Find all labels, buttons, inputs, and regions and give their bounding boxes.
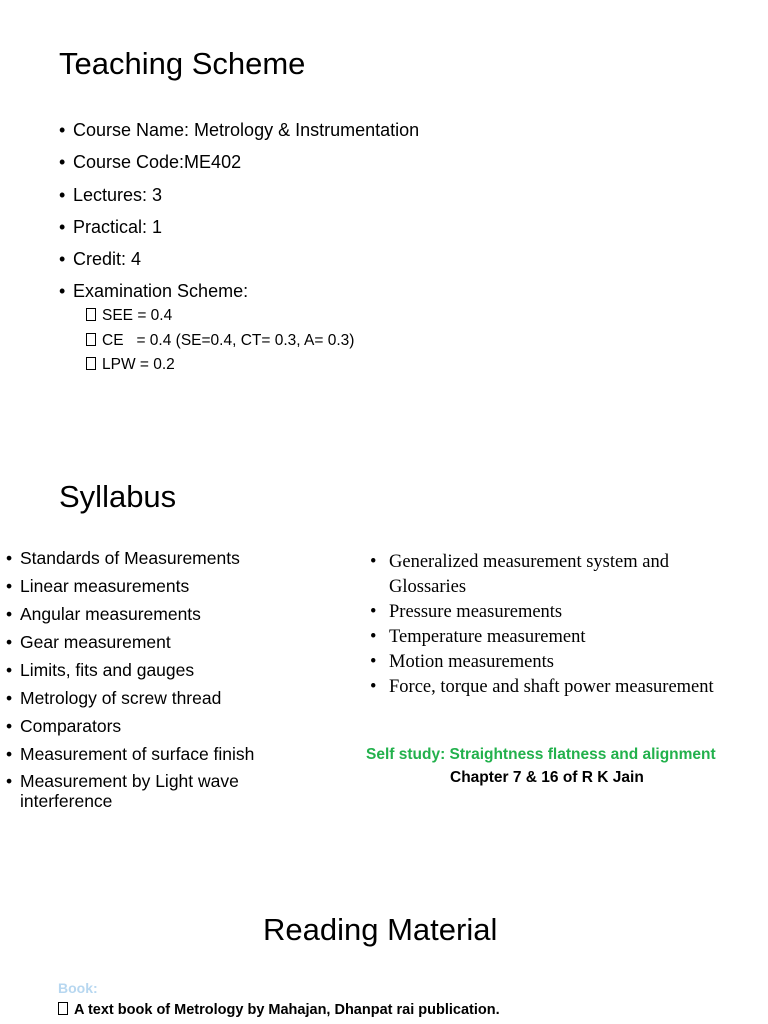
syllabus-title: Syllabus	[59, 479, 177, 514]
book-entry-text: A text book of Metrology by Mahajan, Dhanpat rai publication.	[74, 1002, 500, 1018]
reading-material-title: Reading Material	[263, 912, 498, 947]
exam-item	[86, 355, 354, 380]
list-item: • Credit: 4	[59, 247, 419, 279]
list-item: • Comparators	[6, 715, 280, 743]
exam-item	[86, 306, 354, 331]
self-study-note: Self study: Straightness flatness and alignment	[366, 746, 716, 763]
list-item: • Standards of Measurements	[6, 547, 280, 575]
list-item: • Examination Scheme:	[59, 279, 419, 311]
book-entry	[58, 1002, 500, 1018]
list-item: • Pressure measurements	[370, 600, 719, 625]
list-item: • Course Code:ME402	[59, 150, 419, 182]
exam-item-text: SEE = 0.4	[102, 307, 173, 324]
list-item: • Linear measurements	[6, 575, 280, 603]
exam-item-text: CE = 0.4 (SE=0.4, CT= 0.3, A= 0.3)	[102, 331, 355, 349]
missing-glyph-icon	[86, 357, 96, 370]
list-item: • Measurement of surface finish	[6, 743, 280, 771]
missing-glyph-icon	[86, 333, 96, 346]
teaching-scheme-title: Teaching Scheme	[59, 46, 306, 81]
list-item: • Angular measurements	[6, 603, 280, 631]
exam-scheme-list	[86, 306, 354, 380]
list-item: • Force, torque and shaft power measurement	[370, 675, 719, 700]
book-label: Book:	[58, 980, 98, 996]
list-item: • Gear measurement	[6, 631, 280, 659]
list-item: • Metrology of screw thread	[6, 687, 280, 715]
list-item: • Lectures: 3	[59, 183, 419, 215]
exam-item-text: LPW = 0.2	[102, 356, 175, 373]
missing-glyph-icon	[58, 1002, 68, 1015]
chapter-reference: Chapter 7 & 16 of R K Jain	[450, 769, 644, 786]
list-item: • Course Name: Metrology & Instrumentation	[59, 118, 419, 150]
syllabus-right-list	[370, 550, 719, 700]
syllabus-left-list	[6, 547, 280, 815]
list-item: • Temperature measurement	[370, 625, 719, 650]
exam-item	[86, 331, 354, 356]
list-item: • Generalized measurement system and Glossaries	[370, 550, 719, 600]
list-item: • Motion measurements	[370, 650, 719, 675]
list-item: • Measurement by Light wave interference	[6, 771, 280, 815]
list-item: • Practical: 1	[59, 215, 419, 247]
teaching-scheme-list	[59, 118, 419, 312]
missing-glyph-icon	[86, 308, 96, 321]
list-item: • Limits, fits and gauges	[6, 659, 280, 687]
